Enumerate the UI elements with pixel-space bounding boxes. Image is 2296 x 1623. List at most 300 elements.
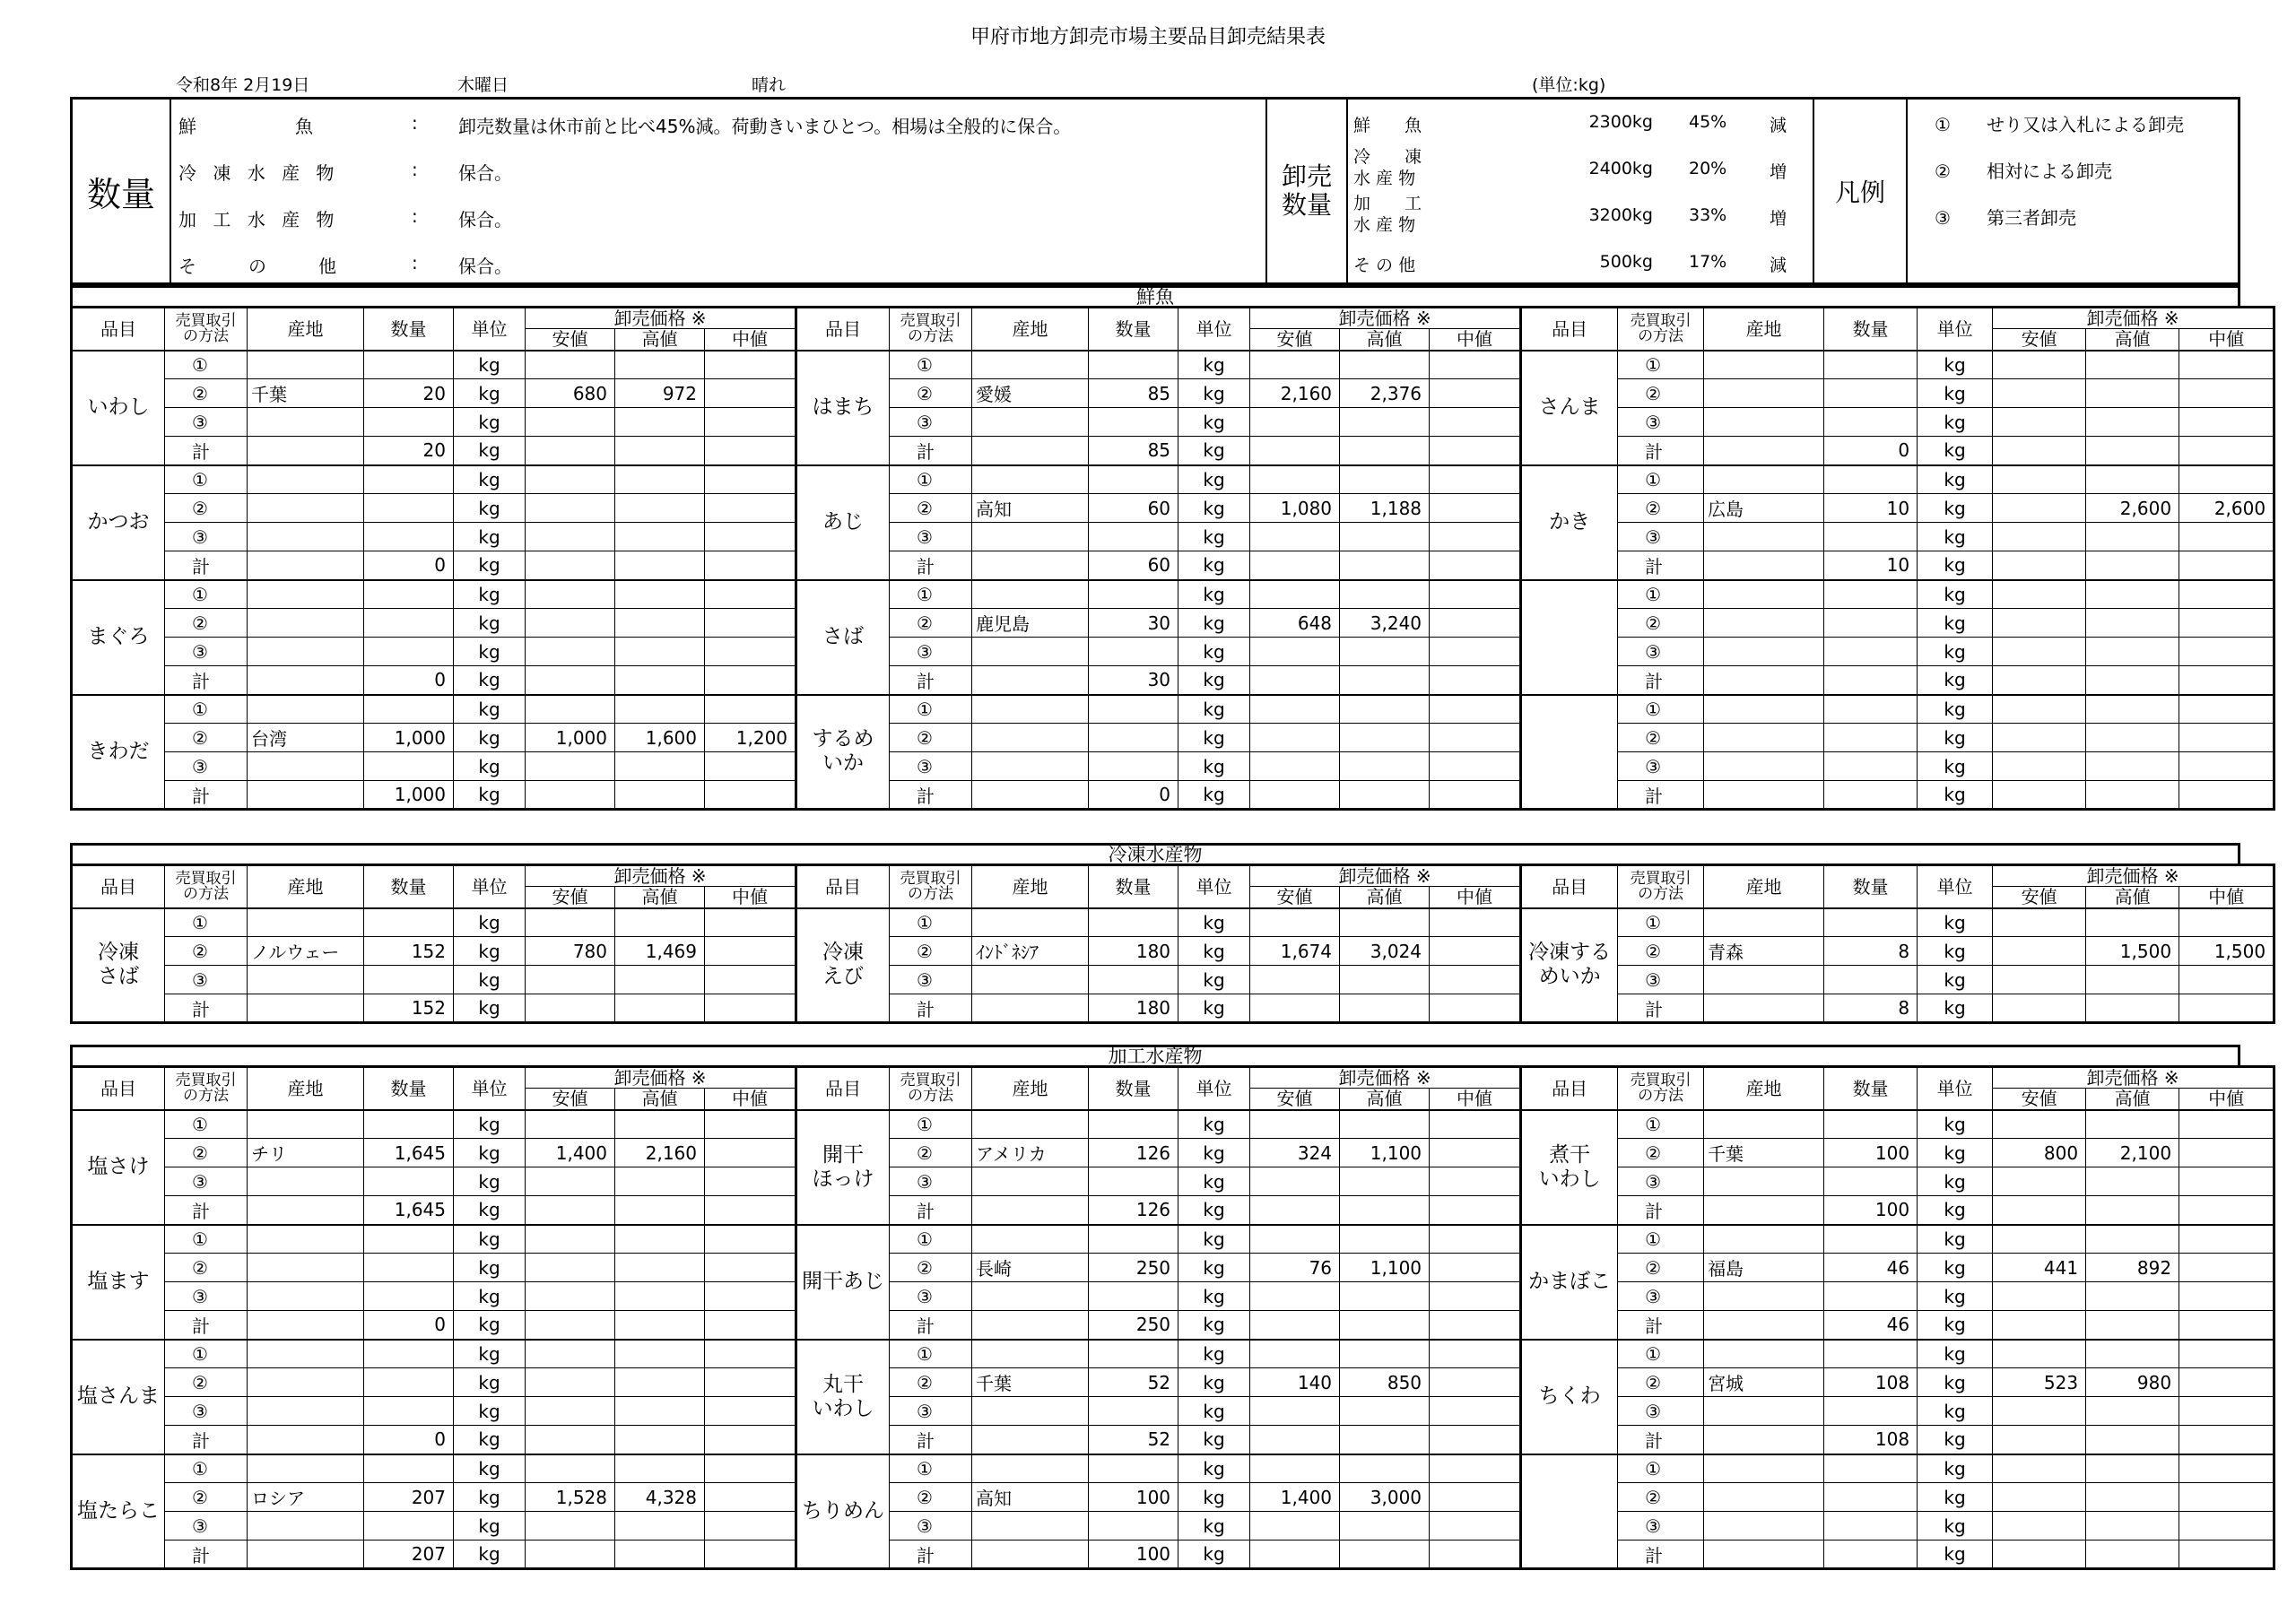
- price-low: [1993, 1311, 2086, 1340]
- trade-method: ③: [1618, 752, 1704, 781]
- comment-row: [171, 100, 1265, 146]
- quantity: [364, 523, 454, 551]
- price-low: [1993, 609, 2086, 638]
- unit: kg: [1178, 1225, 1250, 1254]
- col-header-item: 品目: [72, 308, 165, 351]
- comment-category: そ の 他: [178, 256, 342, 277]
- price-low: [1993, 437, 2086, 465]
- col-header-high: 高値: [615, 1089, 705, 1110]
- sales-direction: 減: [1770, 116, 1787, 135]
- origin: [972, 781, 1089, 810]
- unit-note: (単位:kg): [1532, 75, 1606, 95]
- price-low: [1993, 1454, 2086, 1483]
- quantity: 0: [364, 666, 454, 695]
- price-mid: [705, 465, 796, 494]
- price-high: 1,469: [615, 937, 705, 966]
- origin: [972, 752, 1089, 781]
- table-row: [72, 1167, 2274, 1196]
- price-mid: [1430, 781, 1521, 810]
- price-mid: [1430, 994, 1521, 1023]
- quantity: 1,645: [364, 1196, 454, 1225]
- price-high: [615, 666, 705, 695]
- price-high: [1340, 908, 1430, 937]
- trade-method: ①: [1618, 1110, 1704, 1139]
- trade-method: ①: [890, 1225, 972, 1254]
- trade-method: ③: [1618, 408, 1704, 437]
- legend-text: 相対による卸売: [1987, 161, 2112, 182]
- origin: [248, 580, 364, 609]
- origin: [248, 551, 364, 580]
- legend-list: [1908, 100, 2243, 282]
- price-high: [615, 908, 705, 937]
- origin: [1704, 1512, 1824, 1541]
- price-mid: [705, 1397, 796, 1426]
- price-high: 1,188: [1340, 494, 1430, 523]
- section-header: 冷凍水産物: [70, 843, 2240, 866]
- origin: [248, 1541, 364, 1569]
- trade-method: 計: [890, 666, 972, 695]
- price-low: [1250, 1167, 1340, 1196]
- col-header-qty: 数量: [1089, 865, 1178, 908]
- quantity: [364, 966, 454, 994]
- price-low: [526, 1397, 615, 1426]
- origin: [248, 1340, 364, 1368]
- unit: kg: [454, 609, 526, 638]
- origin: [972, 1397, 1089, 1426]
- table-row: [72, 1340, 2274, 1368]
- origin: 高知: [972, 494, 1089, 523]
- origin: [248, 994, 364, 1023]
- item-name: 冷凍 さば: [72, 908, 165, 1023]
- col-header-method: 売買取引 の方法: [165, 1067, 248, 1110]
- quantity: [364, 638, 454, 666]
- trade-method: ③: [1618, 966, 1704, 994]
- price-mid: [1430, 752, 1521, 781]
- trade-method: ③: [890, 408, 972, 437]
- trade-method: 計: [1618, 437, 1704, 465]
- price-high: [615, 695, 705, 724]
- origin: [248, 1110, 364, 1139]
- price-high: [615, 1541, 705, 1569]
- unit: kg: [454, 908, 526, 937]
- col-header-high: 高値: [615, 329, 705, 351]
- quantity: [1089, 1167, 1178, 1196]
- sales-direction: 減: [1770, 256, 1787, 275]
- trade-method: ②: [890, 379, 972, 408]
- origin: 青森: [1704, 937, 1824, 966]
- item-name: さんま: [1521, 351, 1618, 465]
- quantity: 250: [1089, 1311, 1178, 1340]
- quantity: 0: [1824, 437, 1918, 465]
- price-high: [1340, 1512, 1430, 1541]
- trade-method: 計: [1618, 1426, 1704, 1454]
- price-high: [615, 1196, 705, 1225]
- price-mid: [705, 1139, 796, 1167]
- price-low: 76: [1250, 1254, 1340, 1282]
- price-low: [1993, 1196, 2086, 1225]
- price-high: [2086, 966, 2179, 994]
- trade-method: ①: [890, 465, 972, 494]
- price-mid: [2179, 1340, 2274, 1368]
- price-low: [526, 1368, 615, 1397]
- price-mid: [2179, 1454, 2274, 1483]
- origin: [1704, 351, 1824, 379]
- origin: [972, 437, 1089, 465]
- price-high: [615, 1368, 705, 1397]
- unit: kg: [1918, 465, 1993, 494]
- origin: [1704, 609, 1824, 638]
- quantity: [1089, 638, 1178, 666]
- legend-label: 凡例: [1814, 100, 1908, 282]
- sales-row: [1348, 100, 1813, 146]
- unit: kg: [1178, 580, 1250, 609]
- price-high: [2086, 351, 2179, 379]
- col-header-item: 品目: [1521, 1067, 1618, 1110]
- table-row: [72, 1139, 2274, 1167]
- trade-method: 計: [165, 1426, 248, 1454]
- table-row: [72, 937, 2274, 966]
- col-header-mid: 中値: [2179, 329, 2274, 351]
- price-mid: [1430, 908, 1521, 937]
- price-mid: [705, 937, 796, 966]
- trade-method: ②: [165, 1368, 248, 1397]
- item-name: 塩たらこ: [72, 1454, 165, 1569]
- quantity: [364, 609, 454, 638]
- price-high: [1340, 580, 1430, 609]
- unit: kg: [454, 1225, 526, 1254]
- price-mid: [705, 580, 796, 609]
- price-low: [1993, 966, 2086, 994]
- market-comments: [171, 100, 1267, 282]
- price-high: 3,240: [1340, 609, 1430, 638]
- origin: [248, 966, 364, 994]
- price-low: [526, 752, 615, 781]
- price-mid: [2179, 1167, 2274, 1196]
- col-header-low: 安値: [1250, 887, 1340, 908]
- price-low: [1993, 1167, 2086, 1196]
- col-header-method: 売買取引 の方法: [165, 308, 248, 351]
- unit: kg: [454, 1512, 526, 1541]
- price-high: [1340, 1282, 1430, 1311]
- comment-text: 卸売数量は休市前と比べ45%減。荷動きいまひとつ。相場は全般的に保合。: [458, 116, 1072, 137]
- unit: kg: [454, 638, 526, 666]
- price-low: [526, 551, 615, 580]
- col-header-method: 売買取引 の方法: [1618, 308, 1704, 351]
- col-header-low: 安値: [1993, 1089, 2086, 1110]
- quantity: [1824, 408, 1918, 437]
- price-low: [526, 1512, 615, 1541]
- quantity: 152: [364, 994, 454, 1023]
- item-group: [72, 580, 2274, 695]
- price-low: [526, 1311, 615, 1340]
- price-mid: [705, 752, 796, 781]
- comment-row: [171, 239, 1265, 286]
- price-mid: [705, 1483, 796, 1512]
- price-low: [1250, 1454, 1340, 1483]
- col-header-method: 売買取引 の方法: [890, 308, 972, 351]
- price-low: [1993, 781, 2086, 810]
- item-group: [72, 695, 2274, 810]
- unit: kg: [1178, 666, 1250, 695]
- price-high: [615, 1282, 705, 1311]
- table-row: [72, 1368, 2274, 1397]
- quantity: [364, 494, 454, 523]
- trade-method: ②: [1618, 494, 1704, 523]
- unit: kg: [1918, 724, 1993, 752]
- sales-row: [1348, 146, 1813, 193]
- unit: kg: [454, 523, 526, 551]
- price-low: [1250, 1311, 1340, 1340]
- origin: [1704, 580, 1824, 609]
- trade-method: ①: [890, 908, 972, 937]
- quantity: [1824, 523, 1918, 551]
- quantity: 100: [1089, 1541, 1178, 1569]
- price-mid: [1430, 1225, 1521, 1254]
- price-high: [1340, 1454, 1430, 1483]
- price-low: [1250, 551, 1340, 580]
- price-mid: [705, 1282, 796, 1311]
- price-high: [2086, 781, 2179, 810]
- item-name: 煮干 いわし: [1521, 1110, 1618, 1225]
- comment-text: 保合。: [458, 162, 512, 184]
- price-high: [615, 994, 705, 1023]
- origin: [972, 638, 1089, 666]
- table-row: [72, 1454, 2274, 1483]
- price-low: [1993, 580, 2086, 609]
- origin: [1704, 465, 1824, 494]
- trade-method: ③: [890, 1512, 972, 1541]
- unit: kg: [1178, 1139, 1250, 1167]
- unit: kg: [454, 966, 526, 994]
- col-header-unit: 単位: [1918, 865, 1993, 908]
- quantity: [364, 1512, 454, 1541]
- price-high: [1340, 1541, 1430, 1569]
- price-high: [1340, 1167, 1430, 1196]
- quantity: 0: [364, 1311, 454, 1340]
- legend-number: ①: [1935, 114, 1951, 135]
- sales-category: 冷 凍 水 産 物: [1353, 147, 1422, 188]
- price-low: [1250, 1512, 1340, 1541]
- quantity: [364, 1454, 454, 1483]
- price-high: [615, 1454, 705, 1483]
- price-low: [1993, 666, 2086, 695]
- unit: kg: [1178, 1282, 1250, 1311]
- trade-method: ②: [1618, 1483, 1704, 1512]
- price-mid: [705, 379, 796, 408]
- price-high: 2,600: [2086, 494, 2179, 523]
- origin: 愛媛: [972, 379, 1089, 408]
- price-low: [1993, 523, 2086, 551]
- sales-row: [1348, 193, 1813, 239]
- trade-method: ①: [1618, 695, 1704, 724]
- quantity: 250: [1089, 1254, 1178, 1282]
- unit: kg: [454, 666, 526, 695]
- price-low: [1250, 1426, 1340, 1454]
- trade-method: ①: [890, 695, 972, 724]
- quantity: 207: [364, 1541, 454, 1569]
- item-name: 開干 ほっけ: [796, 1110, 890, 1225]
- price-high: [2086, 1454, 2179, 1483]
- unit: kg: [1918, 494, 1993, 523]
- price-high: [615, 523, 705, 551]
- legend-item: [1935, 204, 2076, 230]
- price-mid: [2179, 609, 2274, 638]
- unit: kg: [1178, 1541, 1250, 1569]
- col-header-unit: 単位: [1178, 308, 1250, 351]
- col-header-origin: 産地: [248, 308, 364, 351]
- price-low: [526, 1541, 615, 1569]
- price-high: [1340, 351, 1430, 379]
- price-high: [2086, 465, 2179, 494]
- price-mid: [705, 1541, 796, 1569]
- col-header-item: 品目: [72, 865, 165, 908]
- price-high: [2086, 1167, 2179, 1196]
- unit: kg: [1918, 609, 1993, 638]
- unit: kg: [454, 1139, 526, 1167]
- price-mid: [705, 908, 796, 937]
- quantity: [1089, 1397, 1178, 1426]
- quantity: 207: [364, 1483, 454, 1512]
- origin: [1704, 666, 1824, 695]
- price-low: [526, 1340, 615, 1368]
- trade-method: ①: [1618, 351, 1704, 379]
- origin: [248, 781, 364, 810]
- price-high: [1340, 1311, 1430, 1340]
- price-high: [615, 966, 705, 994]
- unit: kg: [1918, 1110, 1993, 1139]
- sales-category: 加 工 水 産 物: [1353, 194, 1422, 235]
- col-header-unit: 単位: [1918, 1067, 1993, 1110]
- price-low: [526, 351, 615, 379]
- origin: [1704, 523, 1824, 551]
- trade-method: ②: [165, 1483, 248, 1512]
- price-low: [526, 1196, 615, 1225]
- table-row: [72, 551, 2274, 580]
- price-high: 2,376: [1340, 379, 1430, 408]
- origin: [1704, 1110, 1824, 1139]
- unit: kg: [1918, 1426, 1993, 1454]
- trade-method: ①: [890, 351, 972, 379]
- col-header-low: 安値: [526, 1089, 615, 1110]
- quantity: 10: [1824, 551, 1918, 580]
- price-low: [1250, 781, 1340, 810]
- price-mid: [2179, 638, 2274, 666]
- unit: kg: [454, 724, 526, 752]
- quantity: 0: [364, 551, 454, 580]
- price-mid: [1430, 724, 1521, 752]
- price-mid: [2179, 551, 2274, 580]
- quantity: 46: [1824, 1254, 1918, 1282]
- price-low: [1993, 465, 2086, 494]
- trade-method: ②: [1618, 937, 1704, 966]
- unit: kg: [1918, 1225, 1993, 1254]
- price-mid: [705, 1225, 796, 1254]
- price-mid: [705, 781, 796, 810]
- price-low: 1,528: [526, 1483, 615, 1512]
- item-name: 冷凍 えび: [796, 908, 890, 1023]
- origin: [972, 551, 1089, 580]
- quantity: [1089, 1282, 1178, 1311]
- quantity: [1824, 638, 1918, 666]
- unit: kg: [1918, 1512, 1993, 1541]
- origin: 千葉: [248, 379, 364, 408]
- trade-method: 計: [1618, 666, 1704, 695]
- col-header-origin: 産地: [248, 865, 364, 908]
- unit: kg: [454, 1282, 526, 1311]
- unit: kg: [1918, 1483, 1993, 1512]
- section-table: [70, 864, 2275, 1024]
- col-header-high: 高値: [1340, 329, 1430, 351]
- quantity: 52: [1089, 1368, 1178, 1397]
- price-high: [2086, 752, 2179, 781]
- origin: [248, 437, 364, 465]
- quantity: 85: [1089, 379, 1178, 408]
- report-title: 甲府市地方卸売市場主要品目卸売結果表: [970, 26, 1326, 48]
- price-high: 980: [2086, 1368, 2179, 1397]
- unit: kg: [454, 1167, 526, 1196]
- trade-method: 計: [165, 1541, 248, 1569]
- sales-qty: 500kg: [1599, 252, 1653, 272]
- trade-method: 計: [890, 1541, 972, 1569]
- price-high: [1340, 724, 1430, 752]
- trade-method: ①: [165, 908, 248, 937]
- quantity: [1089, 966, 1178, 994]
- col-header-item: 品目: [72, 1067, 165, 1110]
- quantity: [364, 908, 454, 937]
- col-header-qty: 数量: [1089, 308, 1178, 351]
- price-low: 1,674: [1250, 937, 1340, 966]
- origin: [972, 1541, 1089, 1569]
- price-high: [2086, 994, 2179, 1023]
- col-header-method: 売買取引 の方法: [1618, 865, 1704, 908]
- table-row: [72, 494, 2274, 523]
- price-high: [2086, 1397, 2179, 1426]
- origin: [1704, 1454, 1824, 1483]
- item-group: [72, 1340, 2274, 1454]
- col-header-item: 品目: [796, 865, 890, 908]
- origin: [248, 351, 364, 379]
- quantity: [1824, 1454, 1918, 1483]
- unit: kg: [1918, 580, 1993, 609]
- quantity: 20: [364, 379, 454, 408]
- price-mid: [2179, 908, 2274, 937]
- unit: kg: [454, 1311, 526, 1340]
- quantity: [364, 1167, 454, 1196]
- price-high: [615, 494, 705, 523]
- price-high: [615, 1167, 705, 1196]
- unit: kg: [1178, 695, 1250, 724]
- table-row: [72, 781, 2274, 810]
- trade-method: ①: [890, 1110, 972, 1139]
- unit: kg: [1178, 908, 1250, 937]
- price-low: [1993, 724, 2086, 752]
- origin: [248, 609, 364, 638]
- origin: [248, 695, 364, 724]
- price-low: [526, 695, 615, 724]
- price-low: [526, 1254, 615, 1282]
- price-mid: [705, 1368, 796, 1397]
- item-name: いわし: [72, 351, 165, 465]
- origin: [1704, 752, 1824, 781]
- origin: [1704, 1167, 1824, 1196]
- col-header-mid: 中値: [1430, 329, 1521, 351]
- price-mid: [1430, 523, 1521, 551]
- item-name: かき: [1521, 465, 1618, 580]
- price-low: [526, 908, 615, 937]
- legend-number: ②: [1935, 161, 1951, 182]
- quantity: [1824, 1541, 1918, 1569]
- price-high: [1340, 408, 1430, 437]
